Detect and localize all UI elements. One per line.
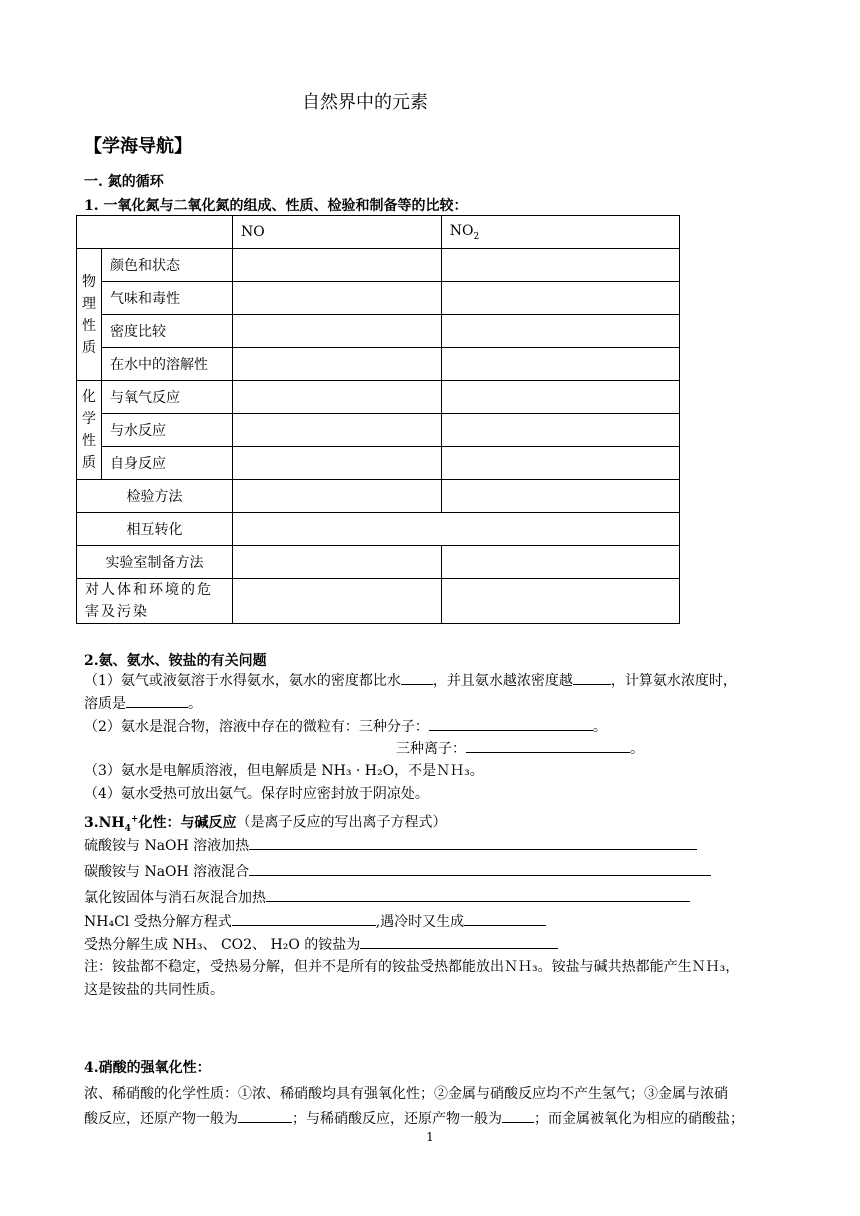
section1-heading: 一. 氮的循环	[84, 174, 164, 190]
comparison-table	[76, 215, 680, 624]
answer-cell[interactable]	[233, 513, 680, 546]
blank-field[interactable]	[466, 737, 630, 753]
answer-cell[interactable]	[233, 348, 442, 381]
answer-cell[interactable]	[233, 315, 442, 348]
section4-line2: 酸反应，还原产物一般为 ；与稀硝酸反应，还原产物一般为 ；而金属被氧化为相应的硝酸盐；	[84, 1107, 744, 1130]
section3-heading: $3.NH_4^+$化性：与碱反应（是离子反应的写出离子方程式）	[84, 814, 447, 834]
group-physical: 物 理 性 质	[77, 249, 102, 381]
table-row	[77, 249, 680, 282]
answer-cell[interactable]	[233, 546, 442, 579]
row-label: 相互转化	[77, 513, 233, 546]
table-row	[77, 546, 680, 579]
answer-cell[interactable]	[233, 579, 442, 624]
answer-cell[interactable]	[441, 414, 679, 447]
row-label: 检验方法	[77, 480, 233, 513]
section2-heading: 2.氨、氨水、铵盐的有关问题	[84, 653, 267, 669]
row-label: 密度比较	[102, 315, 233, 348]
blank-field[interactable]	[266, 886, 690, 902]
blank-field[interactable]	[249, 860, 711, 876]
section4-line1: 浓、稀硝酸的化学性质：①浓、稀硝酸均具有强氧化性；②金属与硝酸反应均不产生氢气；③金属与浓硝	[84, 1086, 728, 1102]
section2-p1: （1）氨气或液氨溶于水得氨水，氨水的密度都比水 ，并且氨水越浓密度越 ，计算氨水浓度时，	[84, 669, 737, 692]
section2-p2-ions: 三种离子： 。	[396, 737, 644, 760]
blank-field[interactable]	[573, 669, 611, 685]
section2-p2: （2）氨水是混合物，溶液中存在的微粒有：三种分子： 。	[84, 715, 607, 738]
section1-sub1: 1. 一氧化氮与二氧化氮的组成、性质、检验和制备等的比较：	[84, 198, 468, 214]
table-row	[77, 480, 680, 513]
blank-field[interactable]	[401, 669, 433, 685]
table-row	[77, 315, 680, 348]
row-label: 颜色和状态	[102, 249, 233, 282]
row-label: 在水中的溶解性	[102, 348, 233, 381]
row-label: 实验室制备方法	[77, 546, 233, 579]
section3-line1: 硫酸铵与 NaOH 溶液加热	[84, 834, 697, 857]
table-row	[77, 381, 680, 414]
table-row	[77, 282, 680, 315]
table-row	[77, 447, 680, 480]
page-title: 自然界中的元素	[302, 92, 428, 113]
section4-heading: 4.硝酸的强氧化性：	[84, 1060, 211, 1076]
row-label: 对人体和环境的危害及污染	[77, 579, 233, 624]
col-header-no2: $NO_2$	[441, 216, 679, 249]
col-header-no: NO	[233, 216, 442, 249]
answer-cell[interactable]	[233, 282, 442, 315]
section3-note1: 注：铵盐都不稳定，受热易分解，但并不是所有的铵盐受热都能放出ＮＨ₃。铵盐与碱共热都能产生ＮＨ₃，	[84, 959, 740, 975]
blank-field[interactable]	[249, 834, 697, 850]
section2-p1-cont: 溶质是 。	[84, 692, 202, 715]
blank-field[interactable]	[429, 715, 593, 731]
answer-cell[interactable]	[441, 348, 679, 381]
blank-field[interactable]	[232, 910, 376, 926]
row-label: 自身反应	[102, 447, 233, 480]
answer-cell[interactable]	[441, 579, 679, 624]
section3-line2: 碳酸铵与 NaOH 溶液混合	[84, 860, 711, 883]
section3-line5: 受热分解生成 NH₃、 CO2、 H₂O 的铵盐为	[84, 933, 558, 956]
answer-cell[interactable]	[233, 447, 442, 480]
answer-cell[interactable]	[441, 315, 679, 348]
answer-cell[interactable]	[441, 480, 679, 513]
section2-p4: （4）氨水受热可放出氨气。保存时应密封放于阴凉处。	[84, 786, 429, 802]
answer-cell[interactable]	[441, 546, 679, 579]
answer-cell[interactable]	[233, 249, 442, 282]
nav-heading: 【学海导航】	[84, 136, 192, 157]
answer-cell[interactable]	[441, 381, 679, 414]
answer-cell[interactable]	[441, 447, 679, 480]
table-row	[77, 348, 680, 381]
section3-line4: NH₄Cl 受热分解方程式 ,遇冷时又生成	[84, 910, 546, 933]
page-number: 1	[426, 1130, 434, 1144]
section3-note2: 这是铵盐的共同性质。	[84, 982, 224, 998]
row-label: 与氧气反应	[102, 381, 233, 414]
table-row	[77, 414, 680, 447]
row-label: 气味和毒性	[102, 282, 233, 315]
row-label: 与水反应	[102, 414, 233, 447]
blank-field[interactable]	[238, 1107, 292, 1123]
blank-field[interactable]	[464, 910, 546, 926]
blank-field[interactable]	[502, 1107, 534, 1123]
blank-field[interactable]	[126, 692, 188, 708]
group-chemical: 化 学 性 质	[77, 381, 102, 480]
table-row	[77, 579, 680, 624]
answer-cell[interactable]	[233, 414, 442, 447]
blank-field[interactable]	[360, 933, 558, 949]
corner-cell	[77, 216, 233, 249]
section2-p3: （3）氨水是电解质溶液，但电解质是 NH₃ · H₂O，不是ＮＨ₃。	[84, 763, 484, 779]
table-row	[77, 513, 680, 546]
answer-cell[interactable]	[233, 381, 442, 414]
table-header-row	[77, 216, 680, 249]
answer-cell[interactable]	[441, 282, 679, 315]
section3-line3: 氯化铵固体与消石灰混合加热	[84, 886, 690, 909]
answer-cell[interactable]	[233, 480, 442, 513]
answer-cell[interactable]	[441, 249, 679, 282]
